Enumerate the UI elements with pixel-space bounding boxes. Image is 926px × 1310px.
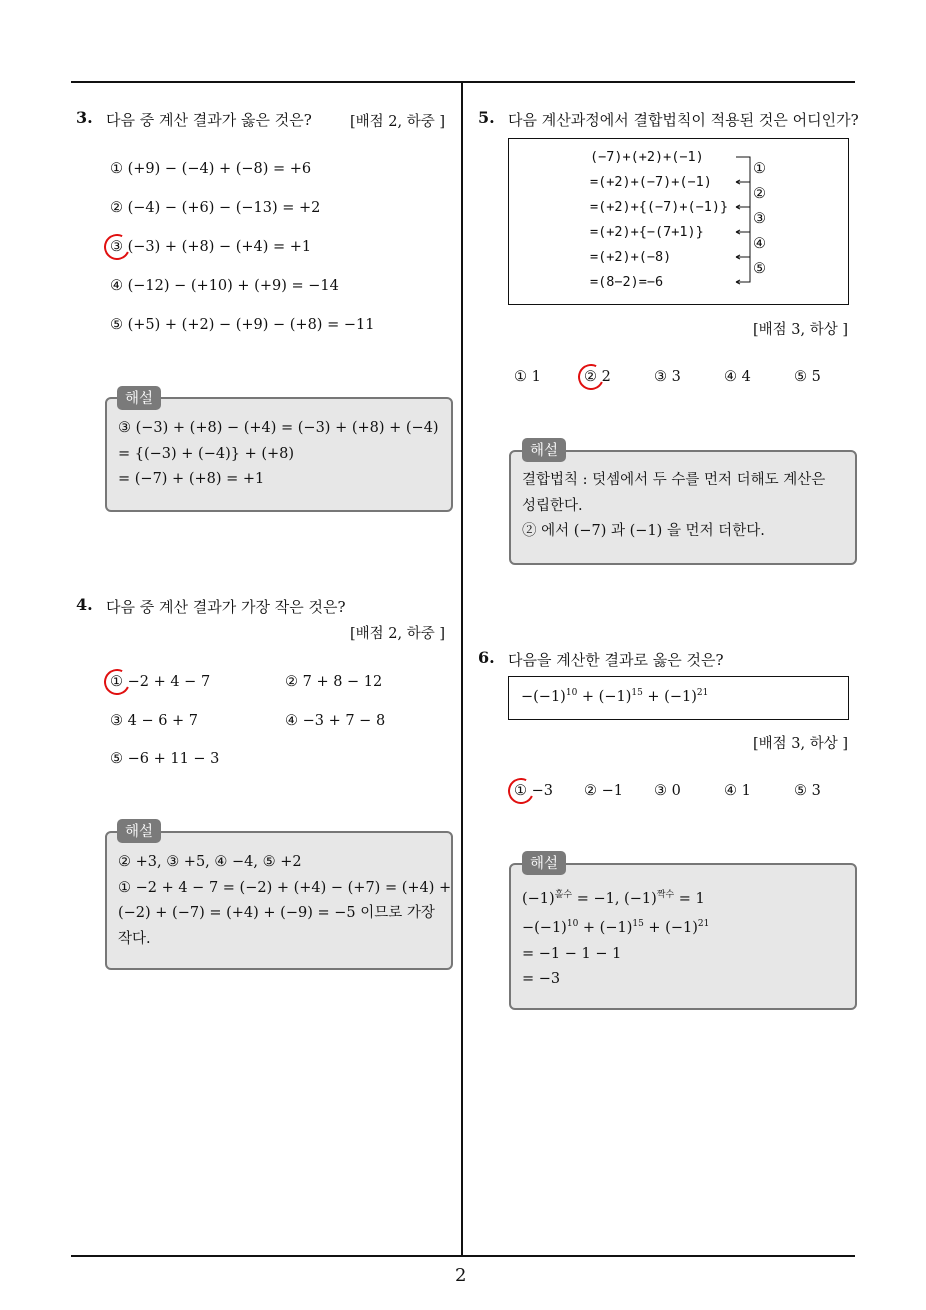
- q4-meta: [배점 2, 하중 ]: [350, 626, 446, 642]
- q5-option-1[interactable]: ① 1: [514, 369, 541, 385]
- q3-meta: [배점 2, 하중 ]: [350, 114, 446, 130]
- q5-text: 다음 계산과정에서 결합법칙이 적용된 것은 어디인가?: [508, 111, 859, 129]
- q6-option-3[interactable]: ③ 0: [654, 783, 681, 799]
- q6-solution-tag: 해설: [522, 851, 566, 875]
- q5-step-label-3: ③: [753, 211, 766, 227]
- q6-number: 6.: [478, 648, 495, 667]
- q5-step-5: =(+2)+(−8): [590, 249, 672, 265]
- page-number: 2: [455, 1265, 467, 1286]
- q5-option-5[interactable]: ⑤ 5: [794, 369, 821, 385]
- q3-number: 3.: [76, 108, 93, 127]
- q3-option-2[interactable]: ② (−4) − (+6) − (−13) = +2: [110, 200, 321, 216]
- q4-option-1[interactable]: ① −2 + 4 − 7: [110, 674, 211, 690]
- top-rule: [71, 81, 855, 83]
- q5-solution-line-2: 성립한다.: [522, 497, 583, 514]
- q4-option-2[interactable]: ② 7 + 8 − 12: [285, 674, 383, 690]
- q6-expression: $-(-1)^{10} + (-1)^{15} + (-1)^{21}$: [521, 688, 709, 705]
- q4-solution-line-2: ① −2 + 4 − 7 = (−2) + (+4) − (+7) = (+4) +: [118, 879, 452, 896]
- q5-step-1: (−7)+(+2)+(−1): [590, 149, 704, 165]
- q5-solution-line-3: ② 에서 (−7) 과 (−1) 을 먼저 더한다.: [522, 523, 765, 539]
- q3-solution-tag: 해설: [117, 386, 161, 410]
- q5-meta: [배점 3, 하상 ]: [753, 322, 849, 338]
- q3-option-3[interactable]: ③ (−3) + (+8) − (+4) = +1: [110, 239, 312, 255]
- q6-option-1[interactable]: ① −3: [514, 783, 553, 799]
- q5-solution-line-1: 결합법칙 : 덧셈에서 두 수를 먼저 더해도 계산은: [522, 472, 826, 488]
- q5-answer-mark: [574, 360, 607, 393]
- q4-option-5[interactable]: ⑤ −6 + 11 − 3: [110, 751, 220, 767]
- bottom-rule: [71, 1255, 855, 1257]
- q4-solution-line-3: (−2) + (−7) = (+4) + (−9) = −5 이므로 가장: [118, 905, 435, 921]
- q6-text: 다음을 계산한 결과로 옳은 것은?: [508, 651, 724, 669]
- q3-solution-line-3: = (−7) + (+8) = +1: [118, 471, 265, 487]
- q6-solution-line-1: $(-1)^{홀수} = -1$, $(-1)^{짝수} = 1$: [522, 890, 705, 907]
- q5-step-3: =(+2)+{(−7)+(−1)}: [590, 199, 729, 215]
- q4-option-3[interactable]: ③ 4 − 6 + 7: [110, 713, 199, 729]
- q4-solution-line-4: 작다.: [118, 930, 151, 947]
- q5-option-3[interactable]: ③ 3: [654, 369, 681, 385]
- q5-solution-tag: 해설: [522, 438, 566, 462]
- q5-steps: [590, 145, 728, 295]
- q5-step-4: =(+2)+{−(7+1)}: [590, 224, 704, 240]
- q4-option-4[interactable]: ④ −3 + 7 − 8: [285, 713, 386, 729]
- q5-step-6: =(8−2)=−6: [590, 274, 664, 290]
- q4-solution-tag: 해설: [117, 819, 161, 843]
- q4-solution-line-1: ② +3, ③ +5, ④ −4, ⑤ +2: [118, 854, 302, 870]
- q5-solution-text: [522, 468, 825, 545]
- q5-step-2: =(+2)+(−7)+(−1): [590, 174, 712, 190]
- q5-number: 5.: [478, 108, 495, 127]
- q3-text: 다음 중 계산 결과가 옳은 것은?: [106, 111, 312, 129]
- q6-solution-text: [522, 883, 709, 993]
- q3-solution-line-1: ③ (−3) + (+8) − (+4) = (−3) + (+8) + (−4): [118, 420, 439, 436]
- q5-step-label-5: ⑤: [753, 261, 766, 277]
- q6-meta: [배점 3, 하상 ]: [753, 736, 849, 752]
- q5-step-label-4: ④: [753, 236, 766, 252]
- q4-number: 4.: [76, 595, 93, 614]
- q3-option-4[interactable]: ④ (−12) − (+10) + (+9) = −14: [110, 278, 339, 294]
- q3-solution-text: [118, 416, 439, 493]
- q3-option-5[interactable]: ⑤ (+5) + (+2) − (+9) − (+8) = −11: [110, 317, 375, 333]
- q3-solution-line-2: = {(−3) + (−4)} + (+8): [118, 445, 295, 462]
- q6-solution-line-4: = −3: [522, 971, 561, 988]
- q5-step-label-2: ②: [753, 186, 766, 202]
- q5-option-4[interactable]: ④ 4: [724, 369, 751, 385]
- q6-option-2[interactable]: ② −1: [584, 783, 623, 799]
- q3-option-1[interactable]: ① (+9) − (−4) + (−8) = +6: [110, 161, 312, 177]
- q6-solution-line-2: $-(-1)^{10} + (-1)^{15} + (-1)^{21}$: [522, 919, 710, 937]
- q5-step-label-1: ①: [753, 161, 766, 177]
- q3-answer-mark: [100, 230, 133, 263]
- q4-answer-mark: [100, 665, 133, 698]
- column-divider: [461, 81, 463, 1256]
- q4-solution-text: [118, 850, 451, 952]
- q6-solution-line-3: = −1 − 1 − 1: [522, 945, 622, 962]
- q5-option-2[interactable]: ② 2: [584, 369, 611, 385]
- q6-answer-mark: [504, 774, 537, 807]
- q4-text: 다음 중 계산 결과가 가장 작은 것은?: [106, 598, 346, 616]
- q6-option-5[interactable]: ⑤ 3: [794, 783, 821, 799]
- q6-option-4[interactable]: ④ 1: [724, 783, 751, 799]
